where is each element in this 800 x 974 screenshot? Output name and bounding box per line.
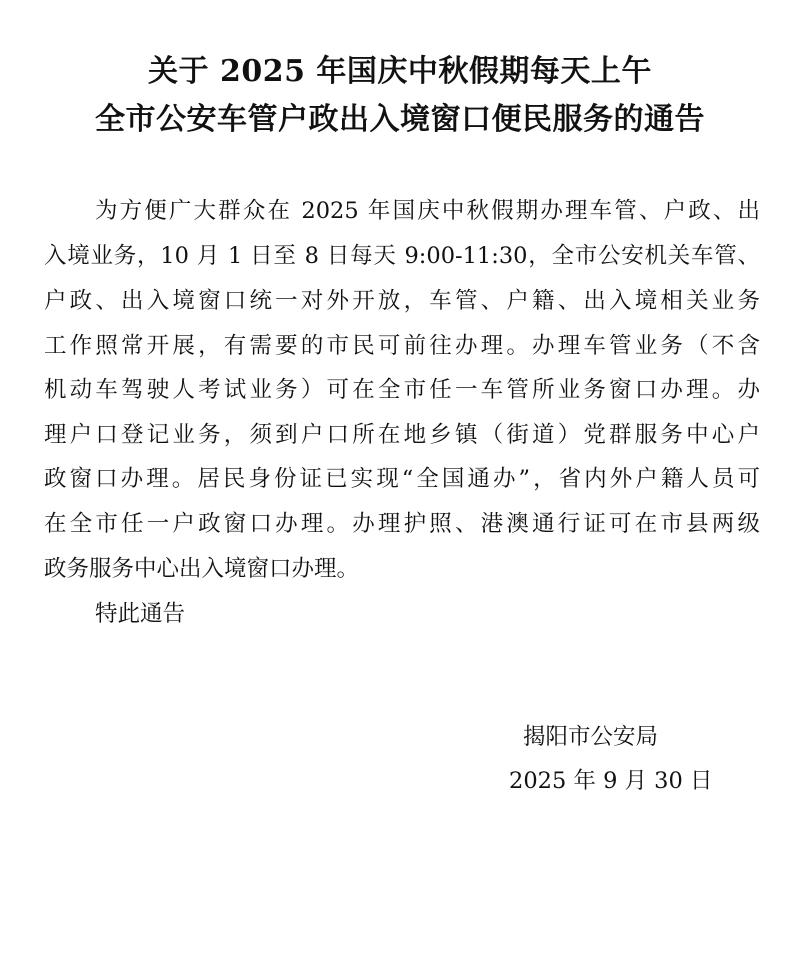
notice-title-line-2: 全市公安车管户政出入境窗口便民服务的通告 [95,102,705,137]
body-line-7: 政窗口办理。居民身份证已实现“全国通办”，省内外户籍人员可 [44,466,760,492]
notice-title-line-1: 关于 2025 年国庆中秋假期每天上午 [148,54,652,89]
signature-organization: 揭阳市公安局 [523,724,659,750]
body-line-4: 工作照常开展，有需要的市民可前往办理。办理车管业务（不含 [44,333,760,359]
body-line-3: 户政、出入境窗口统一对外开放，车管、户籍、出入境相关业务 [44,288,760,314]
body-line-9: 政务服务中心出入境窗口办理。 [44,556,360,582]
body-line-8: 在全市任一户政窗口办理。办理护照、港澳通行证可在市县两级 [44,511,760,537]
closing-text: 特此通告 [95,601,186,627]
body-line-1: 为方便广大群众在 2025 年国庆中秋假期办理车管、户政、出 [95,198,760,224]
body-line-2: 入境业务，10 月 1 日至 8 日每天 9:00-11:30，全市公安机关车管、 [44,243,760,269]
body-line-6: 理户口登记业务，须到户口所在地乡镇（街道）党群服务中心户 [44,422,760,448]
body-line-5: 机动车驾驶人考试业务）可在全市任一车管所业务窗口办理。办 [44,377,760,403]
signature-date: 2025 年 9 月 30 日 [509,768,713,794]
